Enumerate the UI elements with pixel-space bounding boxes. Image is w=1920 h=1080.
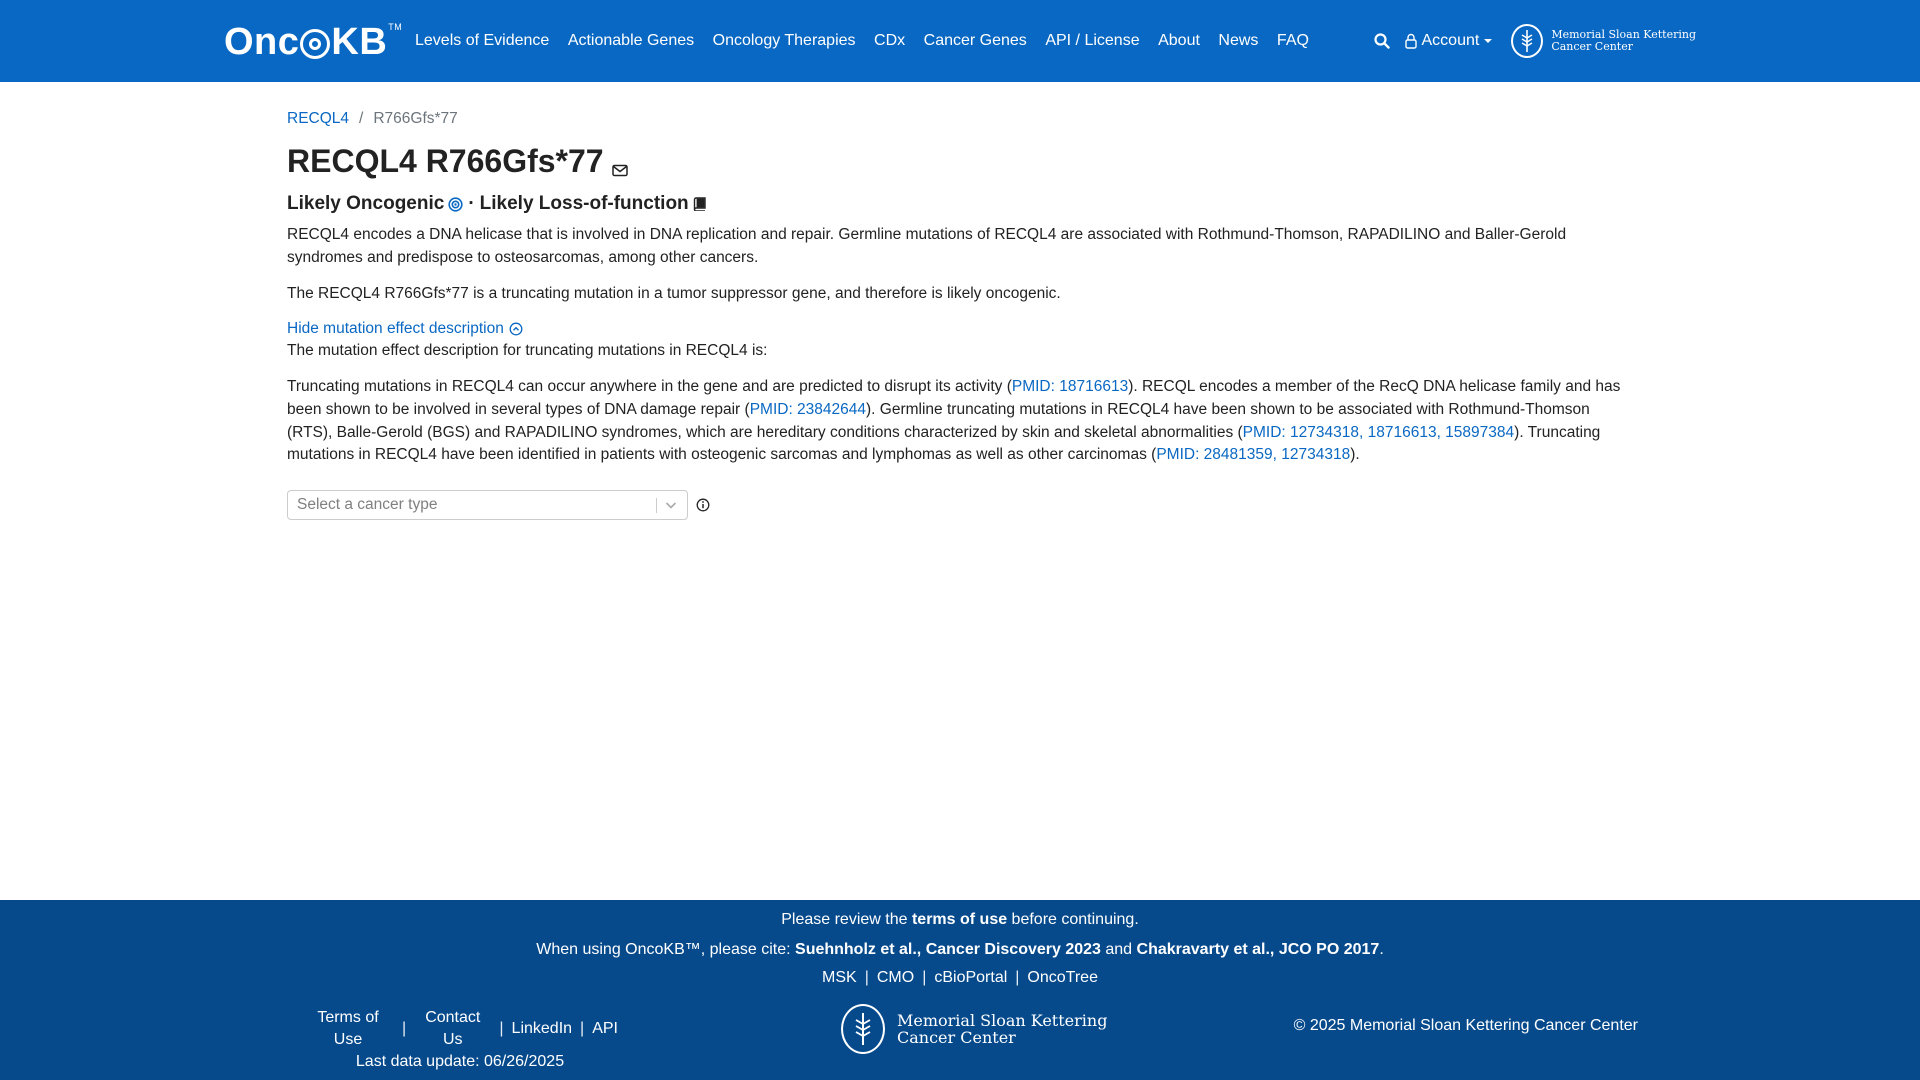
footer-left	[302, 1007, 618, 1073]
msk-footer-line2: Cancer Center	[897, 1028, 1016, 1047]
cancer-type-row	[287, 490, 1633, 520]
partner-link-cmo[interactable]: CMO	[876, 969, 915, 986]
caret-down-icon	[1483, 37, 1493, 45]
logo-text-onc: Onc	[224, 20, 300, 63]
pmid-link-3[interactable]: PMID: 12734318, 18716613, 15897384	[1242, 423, 1515, 441]
desc-text-2: ). RECQL encodes a member of the RecQ DNA helicase family and has been shown to be involved in several types of DNA damage repair (	[287, 378, 1621, 418]
top-navbar	[0, 0, 1920, 82]
pipe-divider: |	[1015, 969, 1020, 986]
toggle-label: Hide mutation effect description	[287, 319, 504, 337]
msk-header-line1: Memorial Sloan Kettering	[1551, 28, 1696, 41]
main-nav	[415, 0, 1327, 82]
variant-summary: The RECQL4 R766Gfs*77 is a truncating mutation in a tumor suppressor gene, and therefore is likely oncogenic.	[287, 285, 1061, 303]
book-icon[interactable]	[693, 197, 706, 211]
mutation-effect-description	[287, 376, 1633, 466]
nav-about[interactable]: About	[1158, 32, 1200, 49]
pmid-link-2[interactable]: PMID: 23842644	[749, 400, 867, 418]
nav-cancer-genes[interactable]: Cancer Genes	[923, 32, 1027, 49]
breadcrumb	[287, 110, 1633, 128]
logo-tm: TM	[388, 22, 403, 32]
nav-actionable-genes[interactable]: Actionable Genes	[567, 32, 695, 49]
partner-link-cbioportal[interactable]: cBioPortal	[934, 969, 1008, 986]
separator-dot: ·	[468, 193, 475, 214]
cite-pre: When using OncoKB™, please cite:	[536, 941, 796, 958]
cite-and: and	[1100, 941, 1137, 958]
pipe-divider: |	[864, 969, 869, 986]
info-icon[interactable]	[696, 498, 710, 512]
msk-header-line2: Cancer Center	[1551, 40, 1633, 53]
mutation-effect-intro: The mutation effect description for truncating mutations in RECQL4 is:	[287, 341, 768, 359]
account-label: Account	[1421, 32, 1480, 49]
mutation-effect-label: Likely Loss-of-function	[479, 193, 689, 214]
terms-of-use-link[interactable]: terms of use	[911, 911, 1008, 928]
desc-text-5: ).	[1350, 446, 1360, 464]
nav-news[interactable]: News	[1218, 32, 1259, 49]
oncogenicity-label: Likely Oncogenic	[287, 193, 445, 214]
footer-terms-link[interactable]: Terms of Use	[317, 1009, 379, 1048]
pipe-divider: |	[580, 1020, 585, 1037]
pipe-divider: |	[499, 1020, 504, 1037]
pmid-link-1[interactable]: PMID: 18716613	[1011, 378, 1129, 396]
gene-summary: RECQL4 encodes a DNA helicase that is involved in DNA replication and repair. Germline mutations of RECQL4 are associated with Rothmund-Thomson, RAPADILINO and Baller-Gerold syndromes and predispose to osteosarcomas, among other cancers.	[287, 226, 1567, 266]
msk-emblem-icon	[1511, 24, 1543, 58]
msk-emblem-icon	[841, 1004, 885, 1054]
desc-text-1: Truncating mutations in RECQL4 can occur anywhere in the gene and are predicted to disrupt its activity (	[287, 378, 1012, 396]
pipe-divider: |	[922, 969, 927, 986]
partner-links	[0, 969, 1920, 987]
logo-text-kb: KB	[331, 20, 388, 63]
account-menu[interactable]	[1404, 32, 1494, 50]
footer-bottom-links	[302, 1007, 618, 1051]
oncokb-logo[interactable]	[224, 22, 402, 62]
nav-levels-of-evidence[interactable]: Levels of Evidence	[415, 32, 550, 49]
oncogenicity-row	[287, 193, 1633, 215]
desc-text-4: ). Truncating mutations in RECQL4 have been identified in patients with osteogenic sarcomas and lymphomas as well as other carcinomas (	[287, 423, 1601, 464]
hide-mutation-effect-toggle[interactable]	[287, 320, 523, 338]
cite-suehnholz[interactable]: Suehnholz et al., Cancer Discovery 2023	[795, 941, 1101, 958]
chevron-up-circle-icon	[509, 322, 523, 336]
page-title: RECQL4 R766Gfs*77	[287, 143, 604, 179]
cite-end: .	[1379, 941, 1384, 958]
main-content	[287, 110, 1633, 520]
envelope-icon[interactable]	[612, 148, 628, 185]
partner-link-msk[interactable]: MSK	[822, 969, 857, 986]
footer-contact-link[interactable]: Contact Us	[425, 1009, 481, 1048]
terms-notice	[0, 911, 1920, 929]
nav-api-license[interactable]: API / License	[1045, 32, 1140, 49]
nav-faq[interactable]: FAQ	[1276, 32, 1309, 49]
footer-linkedin-link[interactable]: LinkedIn	[511, 1020, 573, 1037]
oncogenic-target-icon	[448, 197, 463, 212]
msk-header-logo[interactable]	[1511, 24, 1696, 58]
last-data-update: Last data update: 06/26/2025	[355, 1053, 565, 1070]
footer	[0, 900, 1920, 1080]
msk-footer-logo[interactable]	[841, 1004, 1107, 1054]
breadcrumb-separator: /	[359, 110, 364, 127]
msk-footer-line1: Memorial Sloan Kettering	[897, 1011, 1108, 1030]
copyright: © 2025 Memorial Sloan Kettering Cancer Center	[1293, 1017, 1638, 1034]
page-title-row	[287, 138, 1633, 185]
cancer-type-placeholder: Select a cancer type	[297, 495, 438, 513]
footer-api-link[interactable]: API	[592, 1020, 618, 1037]
review-pre: Please review the	[781, 911, 912, 928]
chevron-down-icon[interactable]	[664, 498, 678, 517]
user-icon	[1404, 33, 1418, 49]
logo-target-icon	[300, 29, 330, 59]
breadcrumb-alteration: R766Gfs*77	[373, 110, 458, 127]
partner-link-oncotree[interactable]: OncoTree	[1027, 969, 1098, 986]
nav-oncology-therapies[interactable]: Oncology Therapies	[712, 32, 856, 49]
breadcrumb-gene[interactable]: RECQL4	[287, 110, 350, 127]
nav-cdx[interactable]: CDx	[874, 32, 906, 49]
select-separator	[656, 498, 657, 513]
search-icon[interactable]	[1374, 33, 1390, 49]
cancer-type-select[interactable]	[287, 490, 688, 520]
desc-text-3: ). Germline truncating mutations in RECQL4 have been shown to be associated with Rothmund-Thomson (RTS), Balle-Gerold (BGS) and RAPADILINO syndromes, which are hereditary conditions characterized by skin and skeletal abnormalities (	[287, 400, 1590, 441]
citation-notice	[0, 941, 1920, 959]
nav-right	[1360, 0, 1697, 82]
review-post: before continuing.	[1007, 911, 1139, 928]
cite-chakravarty[interactable]: Chakravarty et al., JCO PO 2017	[1136, 941, 1380, 958]
pipe-divider: |	[401, 1020, 407, 1037]
pmid-link-4[interactable]: PMID: 28481359, 12734318	[1156, 446, 1351, 464]
